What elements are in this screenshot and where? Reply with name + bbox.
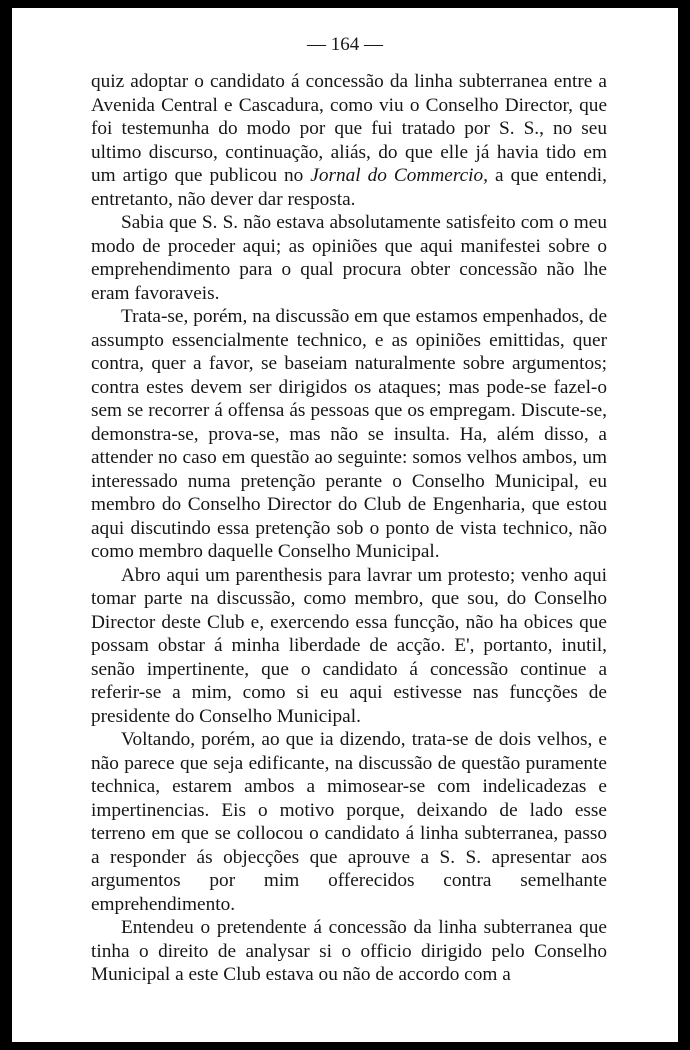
paragraph bbox=[91, 305, 607, 564]
page-number: — 164 — bbox=[307, 34, 383, 55]
paragraph bbox=[91, 916, 607, 987]
paragraph bbox=[91, 211, 607, 305]
paragraph-text: quiz adoptar o candidato á concessão da linha subterranea entre a Avenida Central e Cascadura, como viu o Conselho Director, que foi testemunha do modo por que fui tratado por S. S., no seu ultimo discurso, continuação, aliás, do que elle já havia tido em um artigo que publicou no bbox=[91, 71, 607, 186]
paragraph-text: Voltando, porém, ao que ia dizendo, trata-se de dois velhos, e não parece que seja edificante, na discussão de questão puramente technica, estarem ambos a mimosear-se com indelicadezas e impertinencias. Eis o motivo porque, deixando de lado esse terreno em que se collocou o candidato á linha subterranea, passo a responder ás objecções que aprouve a S. S. apresentar aos argumentos por mim offerecidos contra semelhante emprehendimento. bbox=[91, 729, 607, 915]
italic-text: Jornal do Commercio, bbox=[310, 165, 488, 186]
document-page bbox=[12, 8, 678, 1042]
paragraph-text: Trata-se, porém, na discussão em que estamos empenhados, de assumpto essencialmente technico, e as opiniões emittidas, quer contra, quer a favor, se baseiam naturalmente sobre argumentos; contra estes devem ser dirigidos os ataques; mas pode-se fazel-o sem se recorrer á offensa ás pessoas que os empregam. Discute-se, demonstra-se, prova-se, mas não se insulta. Ha, além disso, a attender no caso em questão ao seguinte: somos velhos ambos, um interessado numa pretenção perante o Conselho Municipal, eu membro do Conselho Director do Club de Engenharia, que estou aqui discutindo essa pretenção sob o ponto de vista technico, não como membro daquelle Conselho Municipal. bbox=[91, 306, 607, 562]
paragraph bbox=[91, 70, 607, 211]
paragraph-text: a que entendi, entretanto, não dever dar resposta. bbox=[91, 165, 607, 210]
paragraph-text: Entendeu o pretendente á concessão da linha subterranea que tinha o direito de analysar si o officio dirigido pelo Conselho Municipal a este Club estava ou não de accordo com a bbox=[91, 917, 607, 985]
paragraph bbox=[91, 564, 607, 729]
paragraph bbox=[91, 728, 607, 916]
body-text bbox=[91, 70, 607, 987]
paragraph-text: Sabia que S. S. não estava absolutamente satisfeito com o meu modo de proceder aqui; as opiniões que aqui manifestei sobre o emprehendimento para o qual procura obter concessão não lhe eram favoraveis. bbox=[91, 212, 607, 304]
paragraph-text: Abro aqui um parenthesis para lavrar um protesto; venho aqui tomar parte na discussão, como membro, que sou, do Conselho Director deste Club e, exercendo essa funcção, não ha obices que possam obstar á minha liberdade de acção. E', portanto, inutil, senão impertinente, que o candidato á concessão continue a referir-se a mim, como si eu aqui estivesse nas funcções de presidente do Conselho Municipal. bbox=[91, 564, 607, 727]
